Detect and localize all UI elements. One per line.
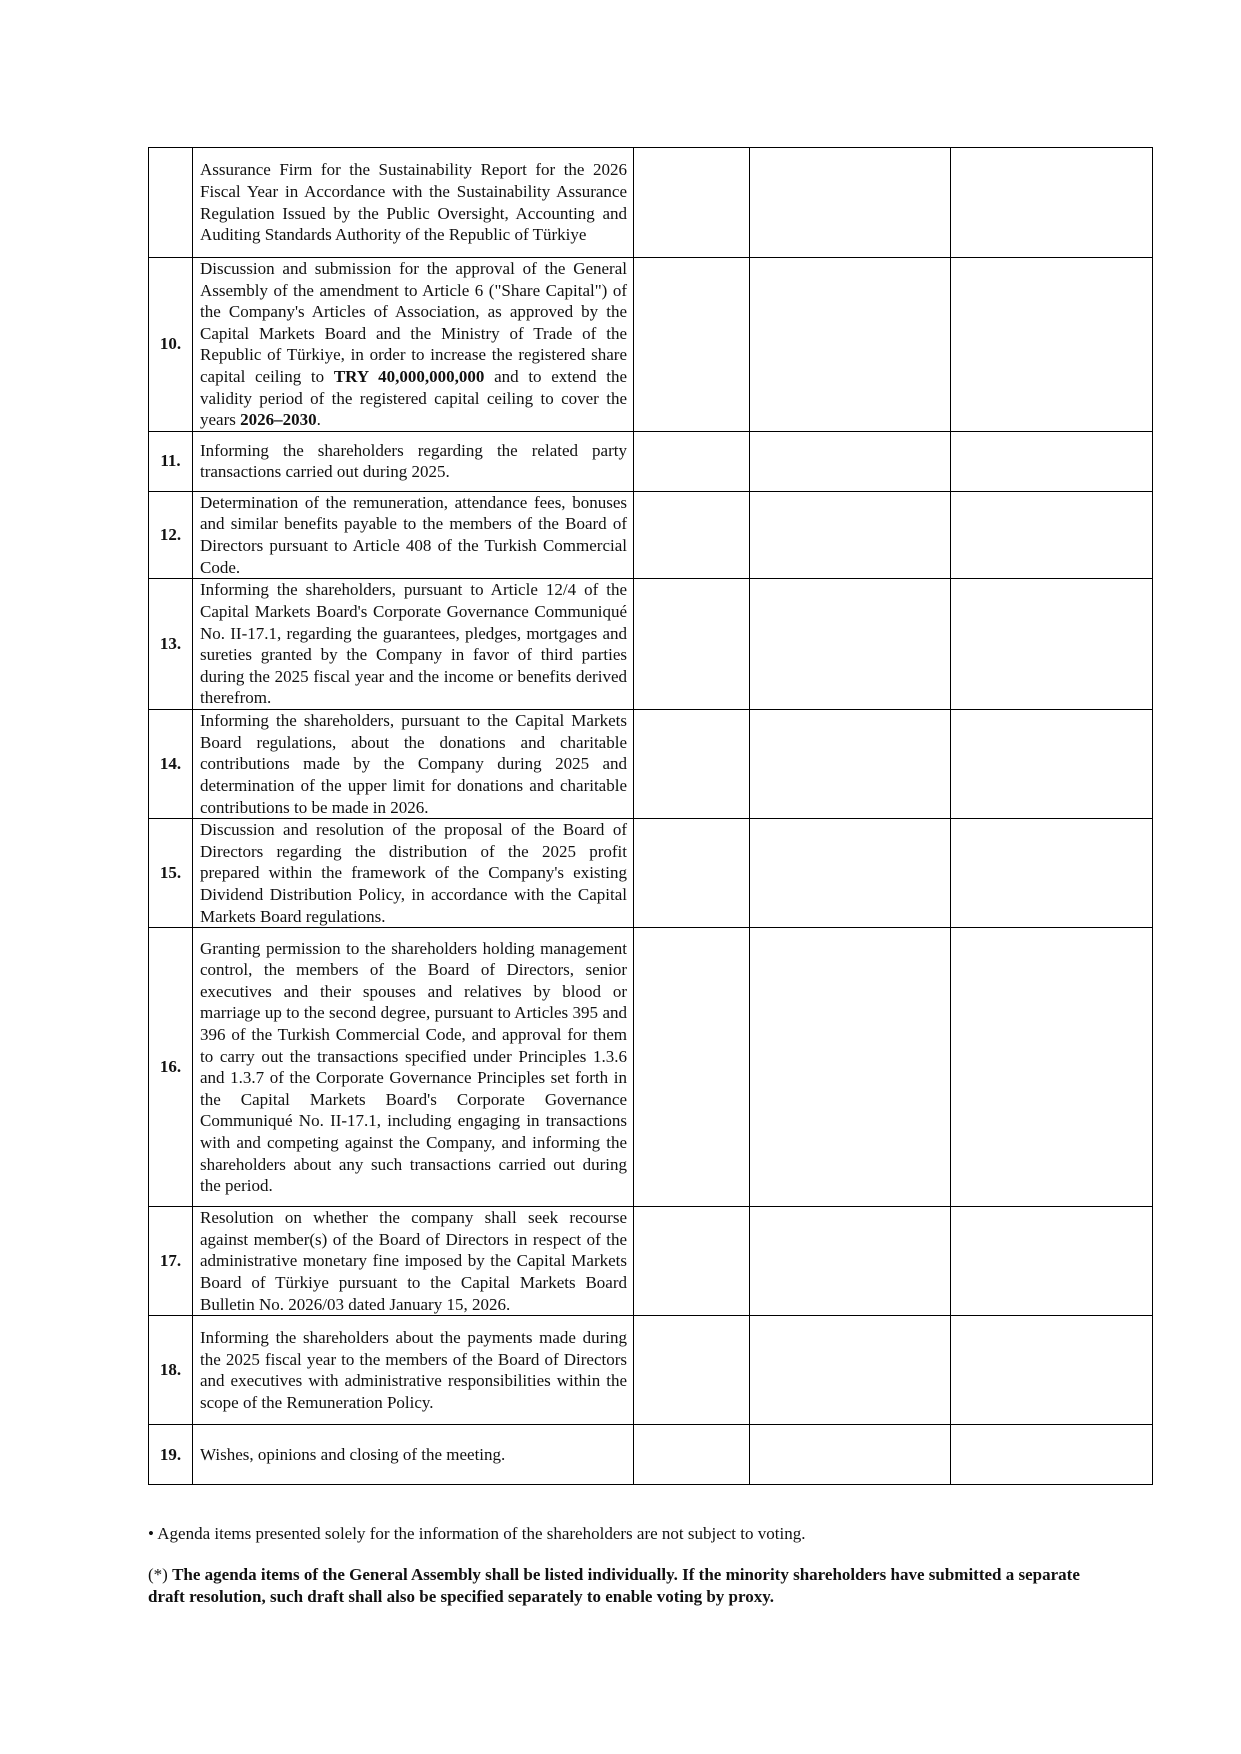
dissent-opinion-cell[interactable] [951, 579, 1153, 710]
vote-reject-cell[interactable] [750, 1425, 951, 1485]
vote-accept-cell[interactable] [634, 431, 750, 491]
agenda-item-text-content: Wishes, opinions and closing of the meeting. [200, 1444, 506, 1464]
agenda-table [148, 147, 1153, 1485]
agenda-row [149, 819, 1153, 928]
agenda-item-text-content: Informing the shareholders about the payments made during the 2025 fiscal year to the members of the Board of Directors and executives with administrative responsibilities within the scope of the Remuneration Policy. [200, 1327, 627, 1412]
non-voting-note: • Agenda items presented solely for the information of the shareholders are not subject to voting. [148, 1524, 806, 1543]
agenda-item-text-content: Assurance Firm for the Sustainability Report for the 2026 Fiscal Year in Accordance with the Sustainability Assurance Regulation Issued by the Public Oversight, Accounting and Auditing Standards Authority of the Republic of Türkiye [200, 160, 627, 245]
agenda-item-text [193, 1316, 634, 1425]
agenda-item-text-content: Discussion and submission for the approval of the General Assembly of the amendment to Article 6 ("Share Capital") of the Company's Articles of Association, as approved by the Capital Markets Board and the Ministry of Trade of the Republic of Türkiye, in order to increase the registered share capital ceiling to TRY 40,000,000,000 and to extend the validity period of the registered capital ceiling to cover the years 2026–2030. [200, 259, 627, 430]
dissent-opinion-cell[interactable] [951, 1207, 1153, 1316]
vote-accept-cell[interactable] [634, 258, 750, 432]
footnote-text: The agenda items of the General Assembly shall be listed individually. If the minority shareholders have submitted a separate draft resolution, such draft shall also be specified separately to enable voting by proxy. [148, 1565, 1080, 1606]
agenda-item-text [193, 1425, 634, 1485]
vote-accept-cell[interactable] [634, 491, 750, 578]
agenda-item-text [193, 579, 634, 710]
dissent-opinion-cell[interactable] [951, 1425, 1153, 1485]
dissent-opinion-cell[interactable] [951, 491, 1153, 578]
agenda-row [149, 258, 1153, 432]
dissent-opinion-cell[interactable] [951, 819, 1153, 928]
vote-accept-cell[interactable] [634, 1316, 750, 1425]
agenda-row [149, 491, 1153, 578]
agenda-item-text-content: Informing the shareholders regarding the related party transactions carried out during 2025. [200, 440, 627, 482]
vote-reject-cell[interactable] [750, 819, 951, 928]
vote-accept-cell[interactable] [634, 710, 750, 819]
agenda-item-number: 16. [149, 928, 193, 1207]
agenda-item-text-content: Determination of the remuneration, attendance fees, bonuses and similar benefits payable to the members of the Board of Directors pursuant to Article 408 of the Turkish Commercial Code. [200, 492, 627, 577]
agenda-item-number: 15. [149, 819, 193, 928]
vote-accept-cell[interactable] [634, 1207, 750, 1316]
agenda-item-number: 10. [149, 258, 193, 432]
agenda-item-text-content: Resolution on whether the company shall seek recourse against member(s) of the Board of Directors in respect of the administrative monetary fine imposed by the Capital Markets Board of Türkiye pursuant to the Capital Markets Board Bulletin No. 2026/03 dated January 15, 2026. [200, 1208, 627, 1314]
dissent-opinion-cell[interactable] [951, 431, 1153, 491]
agenda-item-number [149, 148, 193, 258]
vote-reject-cell[interactable] [750, 258, 951, 432]
agenda-item-text-content: Discussion and resolution of the proposal of the Board of Directors regarding the distribution of the 2025 profit prepared within the framework of the Company's existing Dividend Distribution Policy, in accordance with the Capital Markets Board regulations. [200, 820, 627, 926]
footnote-marker: (*) [148, 1565, 173, 1584]
vote-reject-cell[interactable] [750, 431, 951, 491]
agenda-item-number: 14. [149, 710, 193, 819]
agenda-item-number: 11. [149, 431, 193, 491]
agenda-row [149, 710, 1153, 819]
vote-reject-cell[interactable] [750, 148, 951, 258]
agenda-item-text [193, 431, 634, 491]
agenda-row [149, 1316, 1153, 1425]
agenda-item-number: 13. [149, 579, 193, 710]
vote-accept-cell[interactable] [634, 819, 750, 928]
validity-years: 2026–2030 [240, 410, 317, 430]
agenda-item-text [193, 491, 634, 578]
vote-accept-cell[interactable] [634, 148, 750, 258]
agenda-item-text-content: Informing the shareholders, pursuant to the Capital Markets Board regulations, about the donations and charitable contributions made by the Company during 2025 and determination of the upper limit for donations and charitable contributions to be made in 2026. [200, 711, 627, 817]
vote-accept-cell[interactable] [634, 928, 750, 1207]
agenda-item-number: 17. [149, 1207, 193, 1316]
agenda-item-text [193, 819, 634, 928]
agenda-item-number: 18. [149, 1316, 193, 1425]
vote-reject-cell[interactable] [750, 579, 951, 710]
vote-reject-cell[interactable] [750, 710, 951, 819]
agenda-item-text [193, 710, 634, 819]
agenda-item-text-content: Granting permission to the shareholders holding management control, the members of the Board of Directors, senior executives and their spouses and relatives by blood or marriage up to the second degree, pursuant to Articles 395 and 396 of the Turkish Commercial Code, and approval for them to carry out the transactions specified under Principles 1.3.6 and 1.3.7 of the Corporate Governance Principles set forth in the Capital Markets Board's Corporate Governance Communiqué No. II-17.1, including engaging in transactions with and competing against the Company, and informing the shareholders about any such transactions carried out during the period. [200, 938, 627, 1196]
dissent-opinion-cell[interactable] [951, 1316, 1153, 1425]
dissent-opinion-cell[interactable] [951, 148, 1153, 258]
agenda-item-number: 19. [149, 1425, 193, 1485]
agenda-item-text [193, 148, 634, 258]
agenda-item-text-content: Informing the shareholders, pursuant to Article 12/4 of the Capital Markets Board's Corporate Governance Communiqué No. II-17.1, regarding the guarantees, pledges, mortgages and sureties granted by the Company in favor of third parties during the 2025 fiscal year and the income or benefits derived therefrom. [200, 580, 627, 708]
agenda-row [149, 148, 1153, 258]
vote-reject-cell[interactable] [750, 928, 951, 1207]
agenda-row [149, 431, 1153, 491]
dissent-opinion-cell[interactable] [951, 710, 1153, 819]
agenda-item-text [193, 1207, 634, 1316]
vote-reject-cell[interactable] [750, 1207, 951, 1316]
agenda-item-text [193, 928, 634, 1207]
agenda-row [149, 579, 1153, 710]
agenda-item-number: 12. [149, 491, 193, 578]
agenda-row [149, 1425, 1153, 1485]
vote-reject-cell[interactable] [750, 491, 951, 578]
proxy-voting-footnote [148, 1564, 1108, 1607]
vote-accept-cell[interactable] [634, 1425, 750, 1485]
agenda-row [149, 1207, 1153, 1316]
dissent-opinion-cell[interactable] [951, 928, 1153, 1207]
vote-reject-cell[interactable] [750, 1316, 951, 1425]
vote-accept-cell[interactable] [634, 579, 750, 710]
dissent-opinion-cell[interactable] [951, 258, 1153, 432]
capital-ceiling-amount: TRY 40,000,000,000 [333, 366, 485, 386]
agenda-item-text [193, 258, 634, 432]
agenda-row [149, 928, 1153, 1207]
